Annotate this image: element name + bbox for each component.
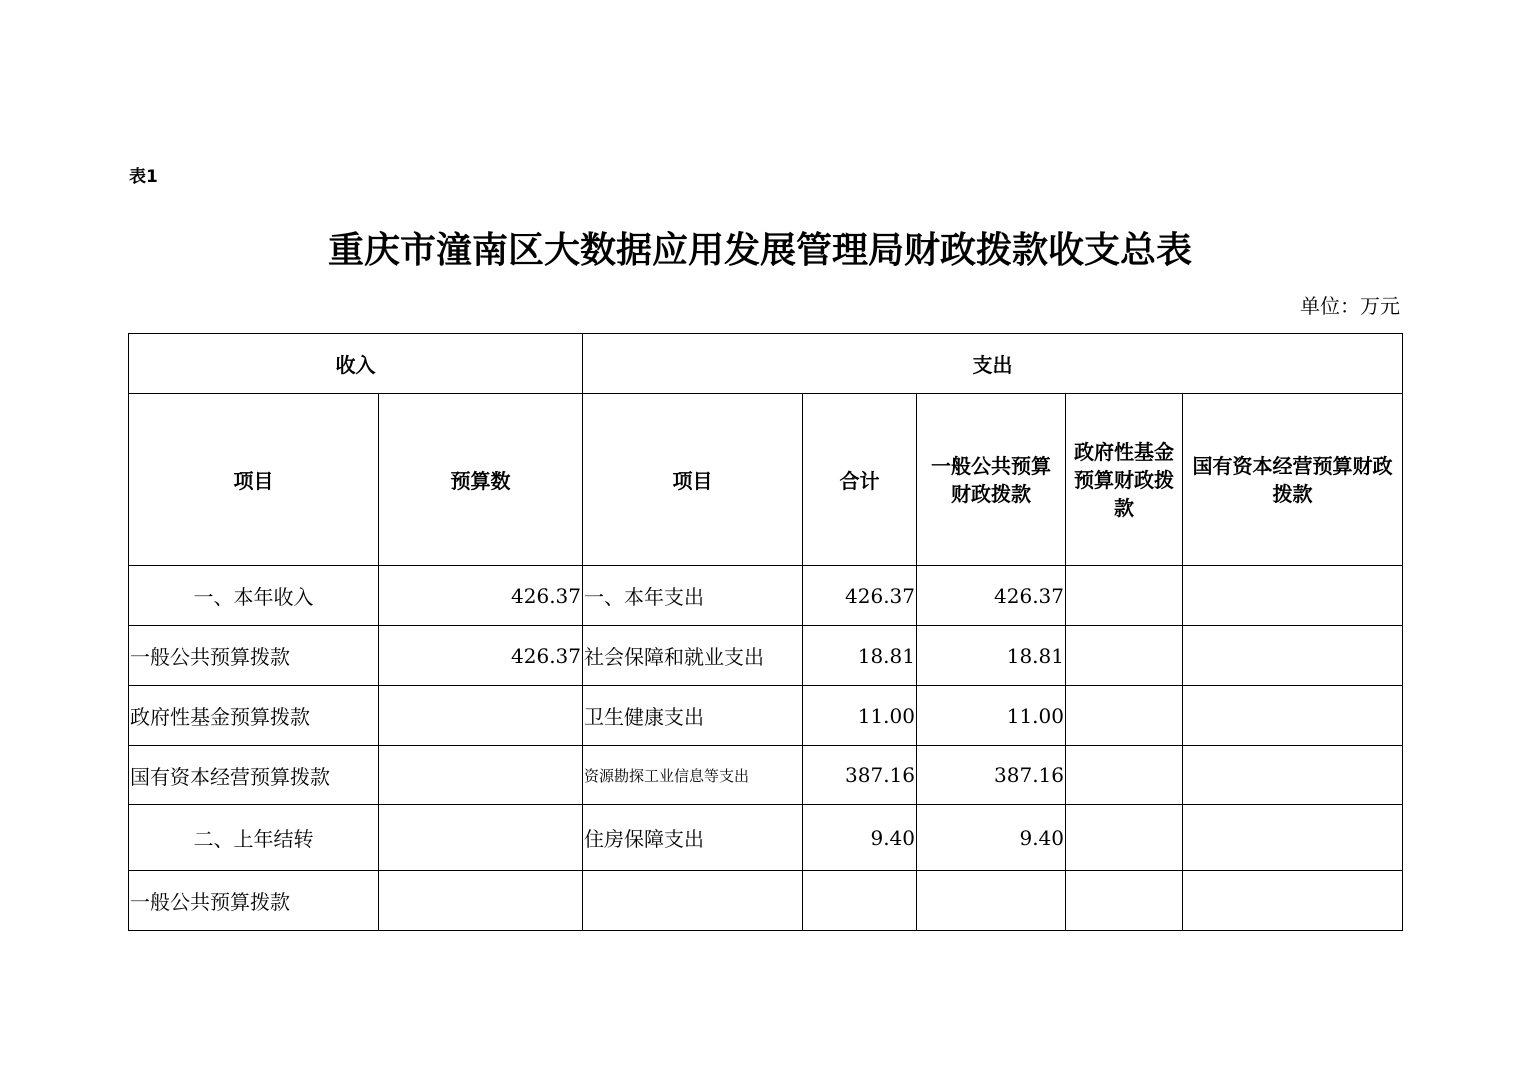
total-cell: 18.81 (803, 626, 917, 686)
total-cell (803, 871, 917, 931)
total-cell: 426.37 (803, 566, 917, 626)
unit-label: 单位：万元 (1300, 294, 1400, 318)
document-title: 重庆市潼南区大数据应用发展管理局财政拨款收支总表 (327, 230, 1192, 271)
general-budget-cell: 18.81 (917, 626, 1066, 686)
income-item-cell: 一、本年收入 (129, 566, 379, 626)
column-header-row (129, 394, 1403, 566)
state-capital-cell (1183, 746, 1403, 805)
state-capital-header: 国有资本经营预算财政拨款 (1183, 394, 1403, 566)
income-budget-cell (379, 805, 583, 871)
general-budget-cell: 426.37 (917, 566, 1066, 626)
expense-item-cell (583, 871, 803, 931)
table-number-label: 表1 (129, 167, 158, 187)
expense-item-cell: 资源勘探工业信息等支出 (583, 746, 803, 805)
table-row (129, 626, 1403, 686)
state-capital-cell (1183, 566, 1403, 626)
income-item-cell: 政府性基金预算拨款 (129, 686, 379, 746)
income-budget-cell (379, 686, 583, 746)
income-budget-cell: 426.37 (379, 566, 583, 626)
expense-header: 支出 (583, 334, 1403, 394)
total-cell: 11.00 (803, 686, 917, 746)
group-header-row (129, 334, 1403, 394)
gov-fund-cell (1066, 566, 1183, 626)
gov-fund-header: 政府性基金预算财政拨款 (1066, 394, 1183, 566)
expense-item-cell: 社会保障和就业支出 (583, 626, 803, 686)
income-item-cell: 一般公共预算拨款 (129, 871, 379, 931)
income-item-header: 项目 (129, 394, 379, 566)
gov-fund-cell (1066, 871, 1183, 931)
income-item-cell: 二、上年结转 (129, 805, 379, 871)
gov-fund-cell (1066, 805, 1183, 871)
gov-fund-cell (1066, 746, 1183, 805)
total-cell: 387.16 (803, 746, 917, 805)
table-row (129, 686, 1403, 746)
gov-fund-cell (1066, 686, 1183, 746)
income-item-cell: 一般公共预算拨款 (129, 626, 379, 686)
expense-item-cell: 住房保障支出 (583, 805, 803, 871)
general-budget-cell: 11.00 (917, 686, 1066, 746)
expense-item-cell: 一、本年支出 (583, 566, 803, 626)
total-cell: 9.40 (803, 805, 917, 871)
income-item-cell: 国有资本经营预算拨款 (129, 746, 379, 805)
table-row (129, 566, 1403, 626)
state-capital-cell (1183, 686, 1403, 746)
total-header: 合计 (803, 394, 917, 566)
income-budget-cell: 426.37 (379, 626, 583, 686)
budget-summary-table (128, 333, 1403, 931)
state-capital-cell (1183, 626, 1403, 686)
state-capital-cell (1183, 871, 1403, 931)
state-capital-cell (1183, 805, 1403, 871)
expense-item-header: 项目 (583, 394, 803, 566)
general-budget-cell: 387.16 (917, 746, 1066, 805)
general-budget-header: 一般公共预算财政拨款 (917, 394, 1066, 566)
income-budget-cell (379, 871, 583, 931)
gov-fund-cell (1066, 626, 1183, 686)
table-row (129, 746, 1403, 805)
table-row (129, 871, 1403, 931)
expense-item-cell: 卫生健康支出 (583, 686, 803, 746)
general-budget-cell (917, 871, 1066, 931)
income-budget-cell (379, 746, 583, 805)
income-budget-header: 预算数 (379, 394, 583, 566)
income-header: 收入 (129, 334, 583, 394)
table-row (129, 805, 1403, 871)
general-budget-cell: 9.40 (917, 805, 1066, 871)
